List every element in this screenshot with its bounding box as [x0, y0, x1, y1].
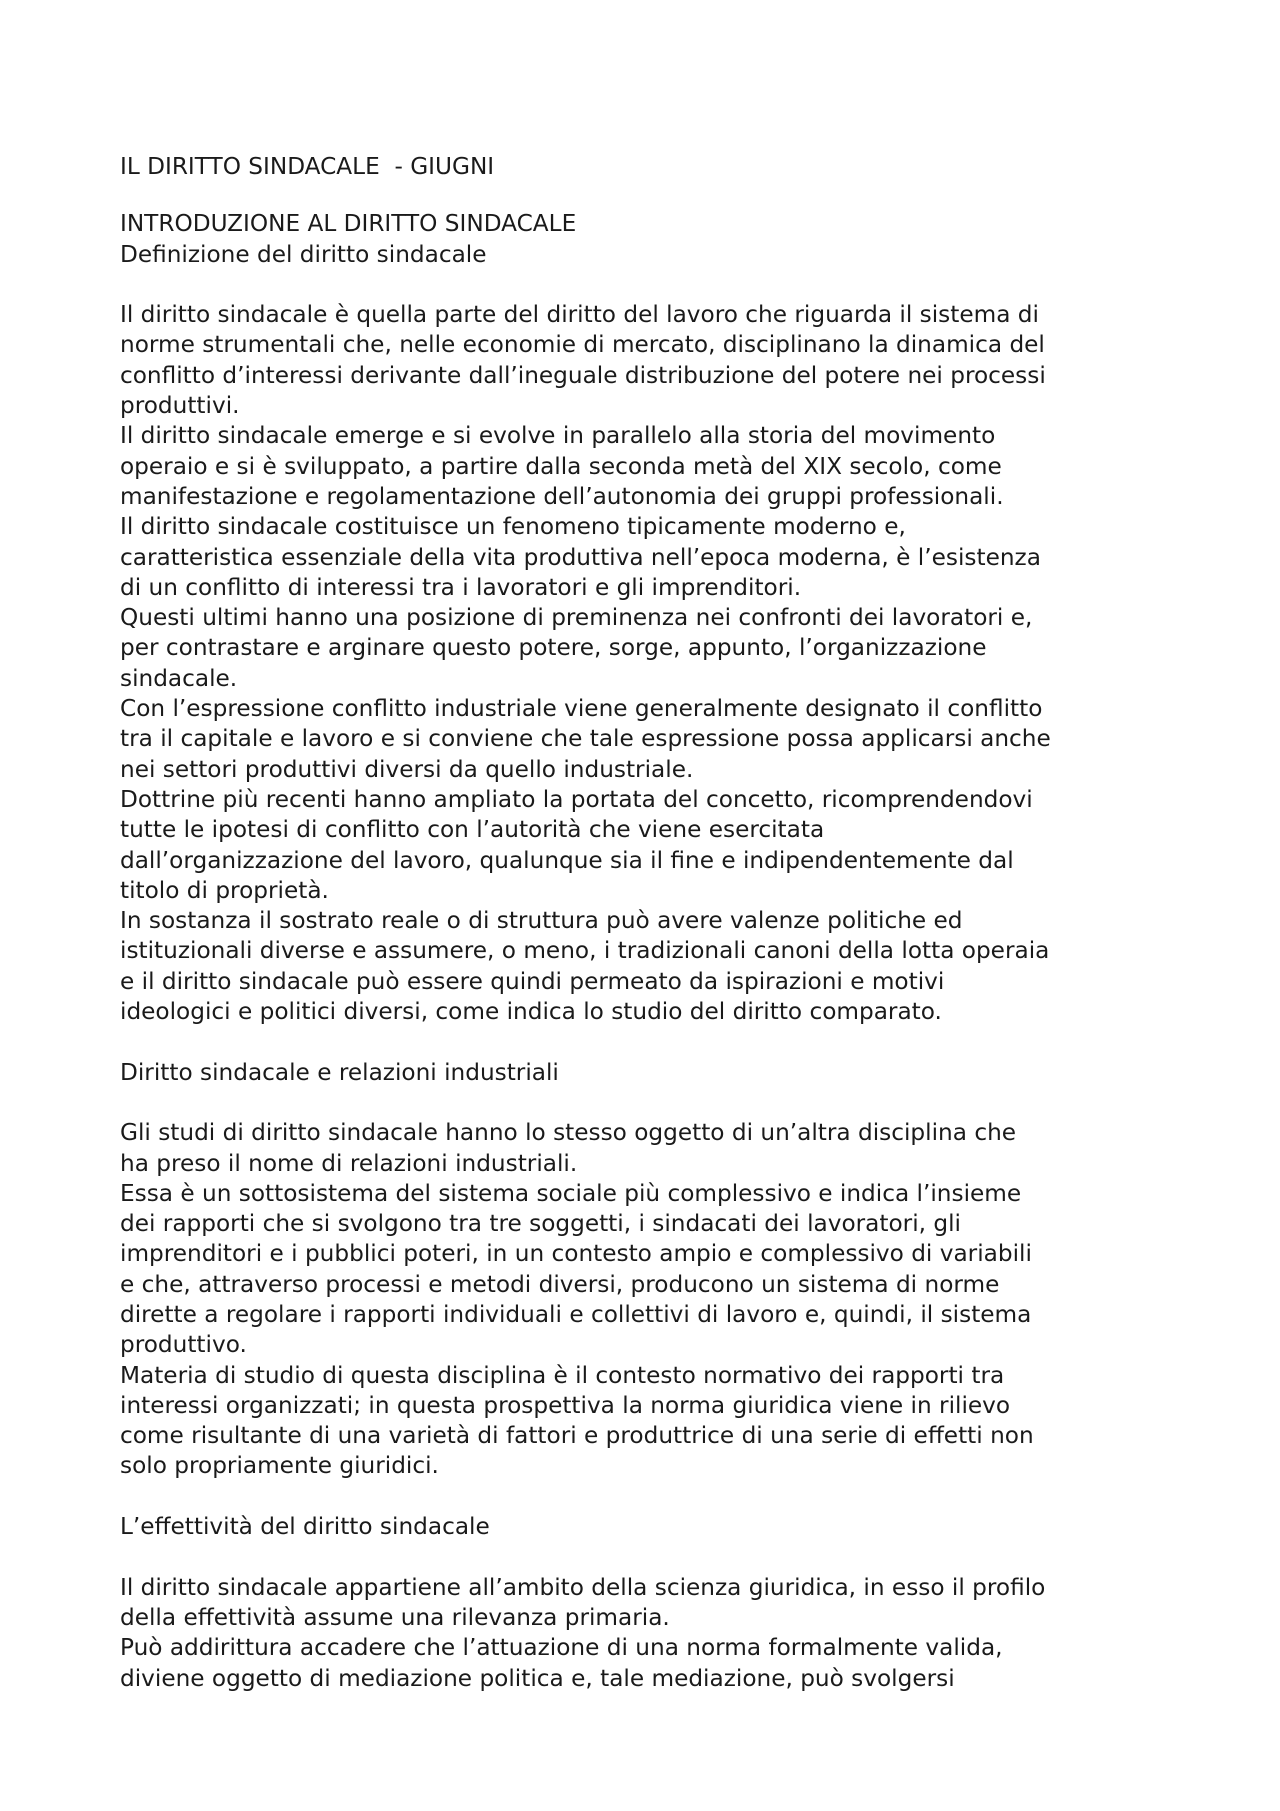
text-line: sindacale.: [120, 664, 238, 692]
spacer: [120, 1542, 1180, 1572]
spacer: [120, 182, 1180, 209]
section-body: [120, 1118, 1180, 1482]
text-line: solo propriamente giuridici.: [120, 1452, 439, 1480]
text-line: Con l’espressione conflitto industriale viene generalmente designato il conflitto: [120, 695, 1043, 723]
text-line: Il diritto sindacale appartiene all’ambito della scienza giuridica, in esso il profilo: [120, 1573, 1046, 1601]
text-line: In sostanza il sostrato reale o di struttura può avere valenze politiche ed: [120, 907, 963, 935]
text-line: operaio e si è sviluppato, a partire dalla seconda metà del XIX secolo, come: [120, 452, 1002, 480]
chapter-title: INTRODUZIONE AL DIRITTO SINDACALE: [120, 210, 577, 238]
section-heading: Diritto sindacale e relazioni industriali: [120, 1058, 559, 1086]
spacer: [120, 270, 1180, 300]
document-title: IL DIRITTO SINDACALE - GIUGNI: [120, 153, 495, 180]
text-line: dall’organizzazione del lavoro, qualunque sia il fine e indipendentemente dal: [120, 846, 1014, 874]
text-line: Essa è un sottosistema del sistema sociale più complessivo e indica l’insieme: [120, 1179, 1022, 1207]
spacer: [120, 1027, 1180, 1057]
text-line: della effettività assume una rilevanza primaria.: [120, 1603, 670, 1631]
text-line: e che, attraverso processi e metodi diversi, producono un sistema di norme: [120, 1270, 1000, 1298]
text-line: e il diritto sindacale può essere quindi permeato da ispirazioni e motivi: [120, 967, 945, 995]
text-line: manifestazione e regolamentazione dell’autonomia dei gruppi professionali.: [120, 482, 1004, 510]
text-line: interessi organizzati; in questa prospettiva la norma giuridica viene in rilievo: [120, 1391, 1011, 1419]
text-line: conflitto d’interessi derivante dall’ineguale distribuzione del potere nei processi: [120, 361, 1046, 389]
document-page: [120, 152, 1180, 1694]
text-line: diviene oggetto di mediazione politica e, tale mediazione, può svolgersi: [120, 1664, 955, 1692]
text-line: tra il capitale e lavoro e si conviene che tale espressione possa applicarsi anche: [120, 725, 1051, 753]
text-line: ideologici e politici diversi, come indica lo studio del diritto comparato.: [120, 998, 942, 1026]
text-line: produttivi.: [120, 392, 240, 420]
spacer: [120, 1088, 1180, 1118]
text-line: titolo di proprietà.: [120, 876, 329, 904]
text-line: ha preso il nome di relazioni industriali.: [120, 1149, 578, 1177]
text-line: Il diritto sindacale costituisce un fenomeno tipicamente moderno e,: [120, 513, 906, 541]
text-line: Materia di studio di questa disciplina è il contesto normativo dei rapporti tra: [120, 1361, 1005, 1389]
section-heading: L’effettività del diritto sindacale: [120, 1513, 490, 1541]
text-line: dei rapporti che si svolgono tra tre soggetti, i sindacati dei lavoratori, gli: [120, 1210, 961, 1238]
text-line: Dottrine più recenti hanno ampliato la portata del concetto, ricomprendendovi: [120, 785, 1033, 813]
text-line: produttivo.: [120, 1331, 247, 1359]
section-body: [120, 1573, 1180, 1694]
spacer: [120, 1482, 1180, 1512]
text-line: dirette a regolare i rapporti individuali e collettivi di lavoro e, quindi, il sistema: [120, 1300, 1032, 1328]
text-line: caratteristica essenziale della vita produttiva nell’epoca moderna, è l’esistenza: [120, 543, 1041, 571]
text-line: Gli studi di diritto sindacale hanno lo stesso oggetto di un’altra disciplina che: [120, 1119, 1017, 1147]
section-heading: Definizione del diritto sindacale: [120, 240, 487, 268]
text-line: imprenditori e i pubblici poteri, in un contesto ampio e complessivo di variabili: [120, 1240, 1032, 1268]
text-line: di un conflitto di interessi tra i lavoratori e gli imprenditori.: [120, 573, 802, 601]
text-line: nei settori produttivi diversi da quello industriale.: [120, 755, 694, 783]
text-line: per contrastare e arginare questo potere, sorge, appunto, l’organizzazione: [120, 634, 987, 662]
text-line: Può addirittura accadere che l’attuazione di una norma formalmente valida,: [120, 1634, 1003, 1662]
text-line: istituzionali diverse e assumere, o meno, i tradizionali canoni della lotta operaia: [120, 937, 1050, 965]
text-line: Il diritto sindacale è quella parte del diritto del lavoro che riguarda il sistema di: [120, 301, 1039, 329]
section-body: [120, 300, 1180, 1027]
text-line: come risultante di una varietà di fattori e produttrice di una serie di effetti non: [120, 1422, 1034, 1450]
text-line: Il diritto sindacale emerge e si evolve in parallelo alla storia del movimento: [120, 422, 996, 450]
text-line: norme strumentali che, nelle economie di mercato, disciplinano la dinamica del: [120, 331, 1045, 359]
text-line: Questi ultimi hanno una posizione di preminenza nei confronti dei lavoratori e,: [120, 604, 1033, 632]
text-line: tutte le ipotesi di conflitto con l’autorità che viene esercitata: [120, 816, 825, 844]
